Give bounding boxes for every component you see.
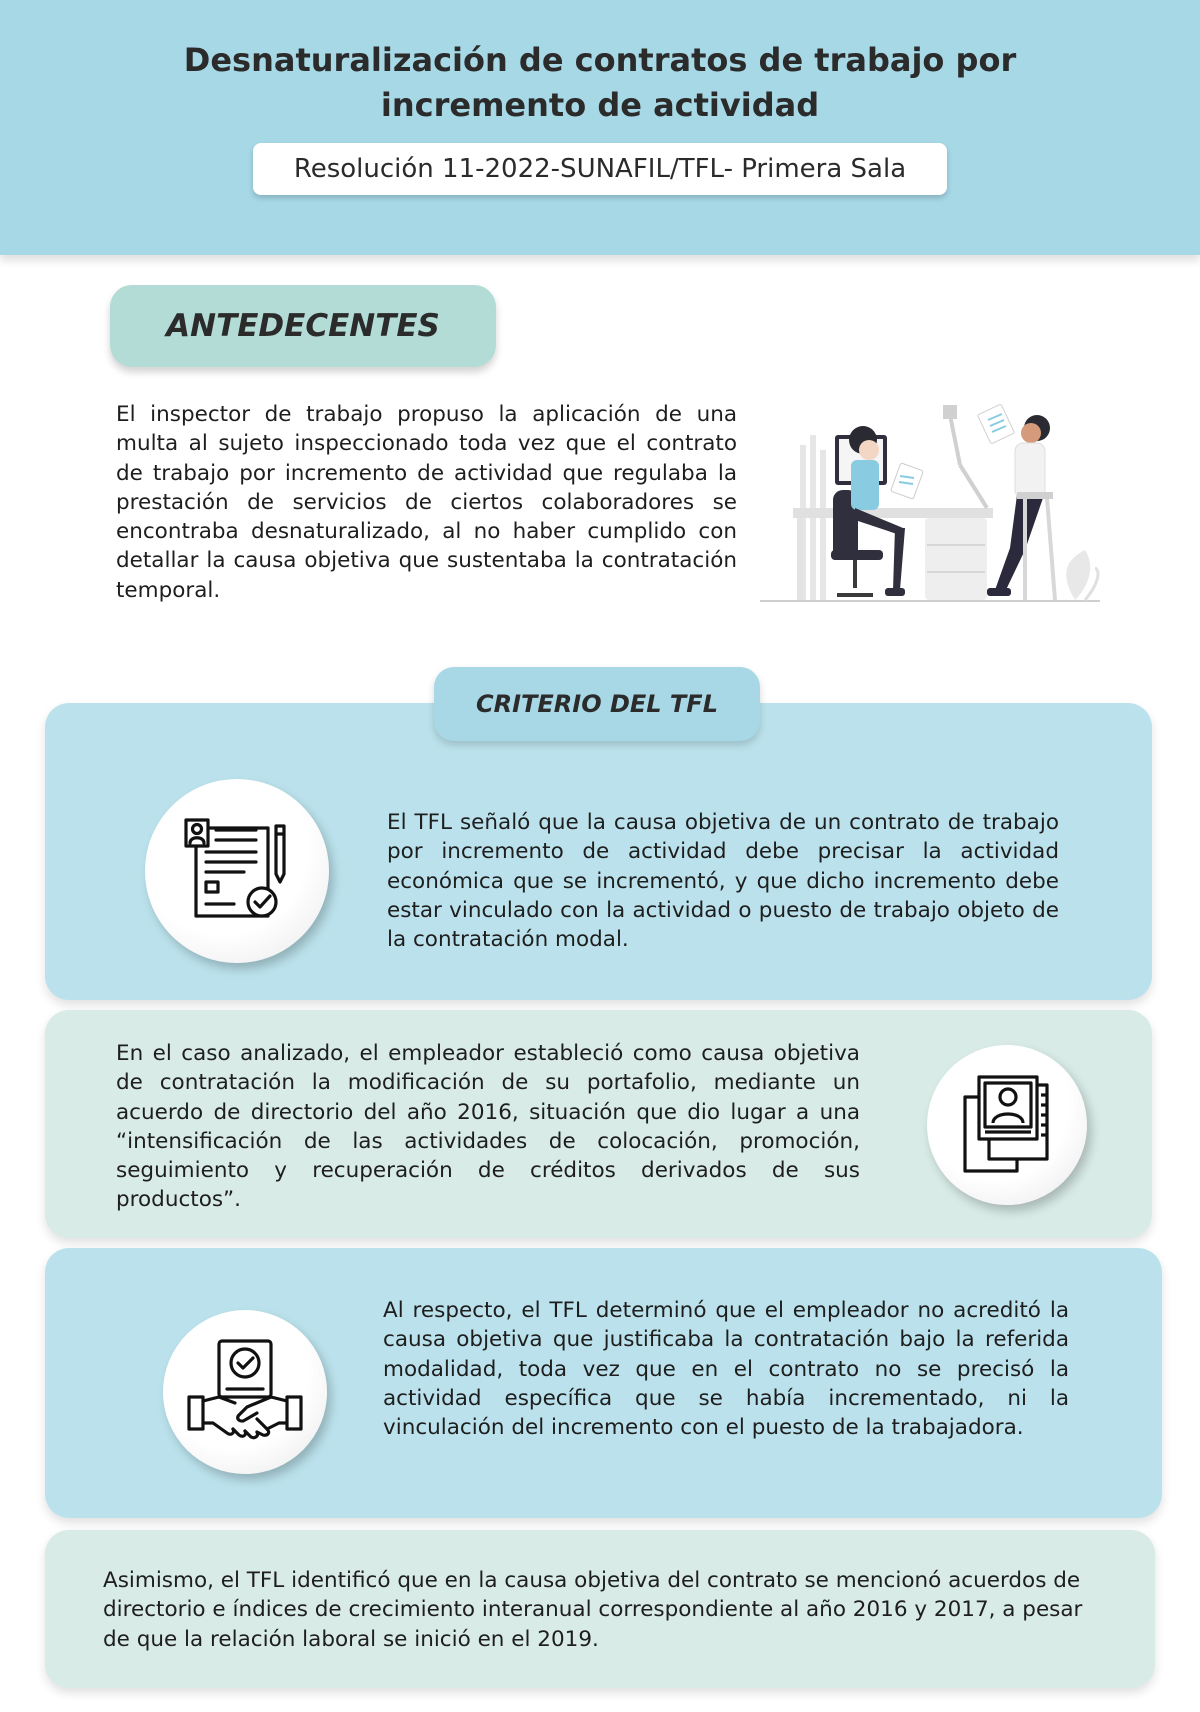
criterio-text-4: Asimismo, el TFL identificó que en la causa objetiva del contrato se mencionó acuerdos de directorio e índices de crecimiento interanual correspondiente al año 2016 y 2017, a pesar de que la relación laboral se inició en el 2019. xyxy=(103,1568,1083,1652)
office-workers-illustration xyxy=(755,400,1105,610)
resolution-badge: Resolución 11-2022-SUNAFIL/TFL- Primera Sala xyxy=(253,143,947,195)
criterio-heading: CRITERIO DEL TFL xyxy=(434,667,760,741)
criterio-text-1: El TFL señaló que la causa objetiva de un contrato de trabajo por incremento de actividad debe precisar la actividad económica que se incrementó, y que dicho incremento debe estar vinculado con la actividad o puesto de trabajo objeto de la contratación modal. xyxy=(387,810,1059,953)
profile-files-icon xyxy=(927,1045,1087,1205)
contract-document-icon xyxy=(145,779,329,963)
page-title xyxy=(100,38,1100,128)
antecedentes-text: El inspector de trabajo propuso la aplicación de una multa al sujeto inspeccionado toda vez que el contrato de trabajo por incremento de actividad que regulaba la prestación de servicios de ciertos colaboradores se encontraba desnaturalizado, al no haber cumplido con detallar la causa objetiva que sustentaba la contratación temporal. xyxy=(116,402,737,603)
handshake-agreement-icon xyxy=(163,1310,327,1474)
header-banner xyxy=(0,0,1200,255)
criterio-text-3: Al respecto, el TFL determinó que el empleador no acreditó la causa objetiva que justificaba la contratación bajo la referida modalidad, toda vez que en el contrato no se precisó la actividad específica que se había incrementado, ni la vinculación del incremento con el puesto de la trabajadora. xyxy=(383,1298,1069,1441)
title-line-2: incremento de actividad xyxy=(380,86,820,124)
title-line-1: Desnaturalización de contratos de trabajo por xyxy=(183,41,1017,79)
criterio-text-2: En el caso analizado, el empleador estableció como causa objetiva de contratación la modificación de su portafolio, mediante un acuerdo de directorio del año 2016, situación que dio lugar a una “intensificación de las actividades de colocación, promoción, seguimiento y recuperación de créditos derivados de sus productos”. xyxy=(116,1041,860,1213)
antecedentes-heading: ANTEDECENTES xyxy=(110,285,496,367)
